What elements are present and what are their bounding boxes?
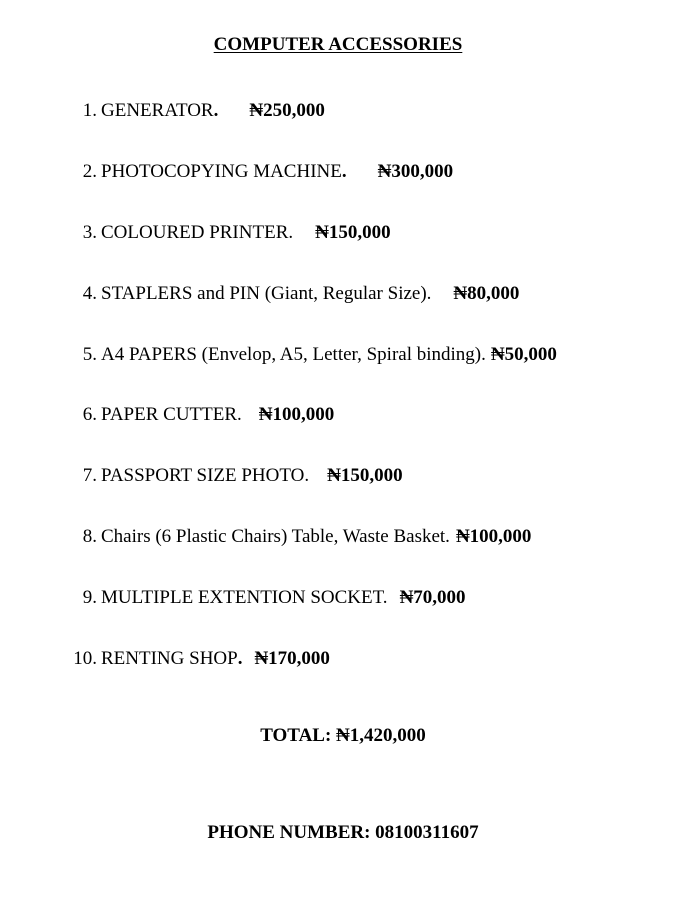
item-name: PAPER CUTTER. bbox=[101, 404, 242, 425]
item-name: RENTING SHOP bbox=[101, 648, 238, 669]
item-number: 10. bbox=[73, 648, 97, 669]
phone-number: PHONE NUMBER: 08100311607 bbox=[207, 822, 479, 843]
item-number: 1. bbox=[82, 100, 97, 121]
item-period: . bbox=[341, 161, 347, 182]
item-period: . bbox=[213, 100, 219, 121]
list-item-chairs-table-waste-basket bbox=[0, 525, 531, 549]
list-item-photocopying-machine bbox=[0, 160, 453, 184]
item-price: ₦80,000 bbox=[453, 283, 520, 304]
item-name: MULTIPLE EXTENTION SOCKET. bbox=[101, 587, 388, 608]
list-item-multiple-extention-socket bbox=[0, 586, 466, 610]
list-item-generator bbox=[0, 99, 325, 123]
item-number: 8. bbox=[82, 526, 97, 547]
item-period: . bbox=[237, 648, 243, 669]
item-price: ₦100,000 bbox=[258, 404, 335, 425]
document-title: COMPUTER ACCESSORIES bbox=[213, 34, 463, 55]
item-number: 9. bbox=[82, 587, 97, 608]
list-item-a4-papers bbox=[0, 343, 557, 367]
list-item-coloured-printer bbox=[0, 221, 391, 245]
item-price: ₦70,000 bbox=[399, 587, 466, 608]
item-number: 2. bbox=[82, 161, 97, 182]
item-number: 5. bbox=[82, 344, 97, 365]
item-name: A4 PAPERS (Envelop, A5, Letter, Spiral binding). bbox=[101, 344, 486, 365]
list-item-renting-shop bbox=[0, 647, 330, 671]
item-price: ₦50,000 bbox=[490, 344, 557, 365]
item-name: STAPLERS and PIN (Giant, Regular Size). bbox=[101, 283, 432, 304]
item-name: PHOTOCOPYING MACHINE bbox=[101, 161, 342, 182]
item-price: ₦100,000 bbox=[455, 526, 532, 547]
item-name: GENERATOR bbox=[101, 100, 214, 121]
list-item-paper-cutter bbox=[0, 403, 334, 427]
item-price: ₦170,000 bbox=[254, 648, 330, 669]
item-number: 3. bbox=[82, 222, 97, 243]
item-price: ₦250,000 bbox=[249, 100, 325, 121]
total-amount: TOTAL: ₦1,420,000 bbox=[260, 725, 426, 746]
item-name: COLOURED PRINTER. bbox=[101, 222, 294, 243]
list-item-staplers-and-pin bbox=[0, 282, 519, 306]
item-number: 4. bbox=[82, 283, 97, 304]
item-number: 7. bbox=[82, 465, 97, 486]
list-item-passport-size-photo bbox=[0, 464, 403, 488]
item-price: ₦150,000 bbox=[327, 465, 403, 486]
item-price: ₦150,000 bbox=[315, 222, 391, 243]
item-name: Chairs (6 Plastic Chairs) Table, Waste Basket. bbox=[101, 526, 450, 547]
item-name: PASSPORT SIZE PHOTO. bbox=[101, 465, 310, 486]
item-number: 6. bbox=[82, 404, 97, 425]
item-price: ₦300,000 bbox=[377, 161, 454, 182]
